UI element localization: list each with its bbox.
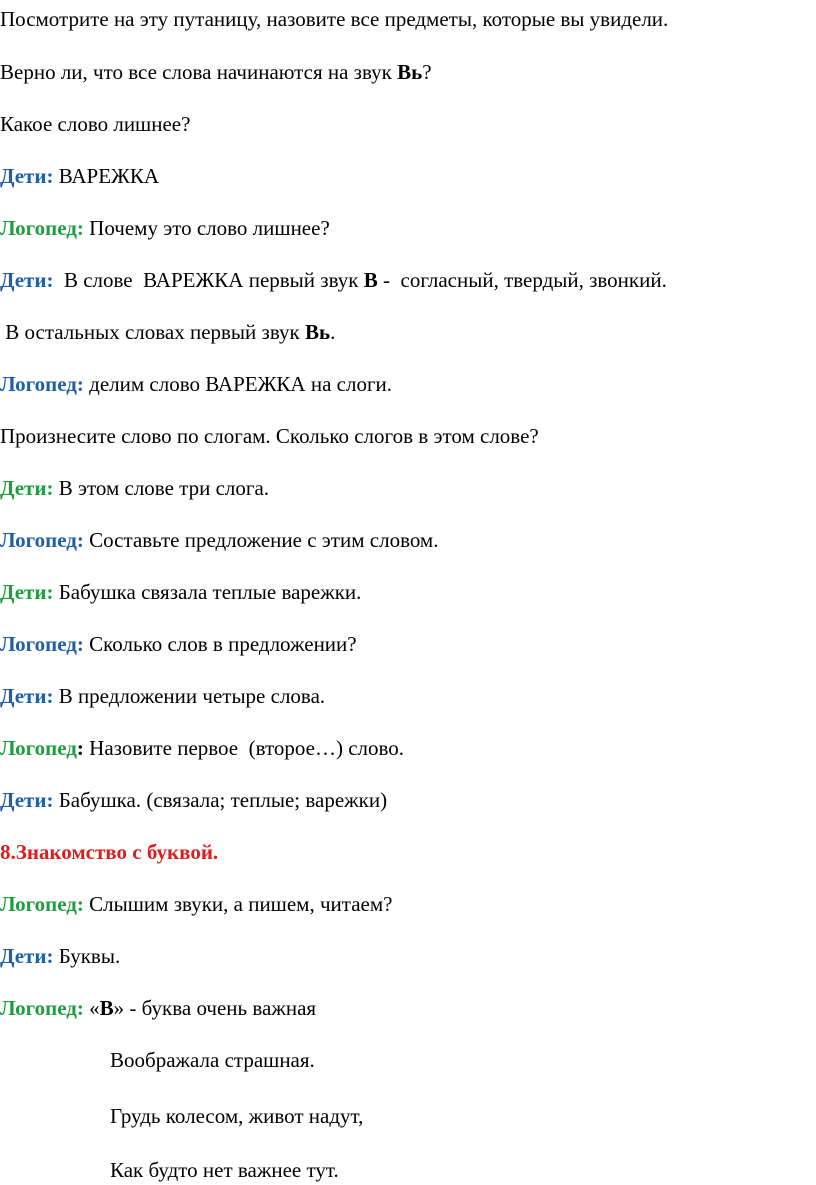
text-line: Верно ли, что все слова начинаются на звук Вь? [0, 60, 432, 84]
dialogue-line: Дети: Буквы. [0, 944, 121, 968]
dialogue-line: Логопед: Сколько слов в предложении? [0, 632, 357, 656]
dialogue-line: Дети: Бабушка связала теплые варежки. [0, 580, 362, 604]
speaker-label: Дети: [0, 580, 54, 604]
speaker-label: Логопед: [0, 216, 84, 240]
speaker-label: Дети: [0, 788, 54, 812]
text-line: Какое слово лишнее? [0, 112, 191, 136]
speaker-label: Дети: [0, 476, 54, 500]
dialogue-line: Дети: ВАРЕЖКА [0, 164, 160, 188]
dialogue-line: Логопед: Составьте предложение с этим словом. [0, 528, 439, 552]
verse-line: Грудь колесом, живот надут, [110, 1104, 364, 1128]
text-line: В остальных словах первый звук Вь. [0, 320, 336, 344]
speaker-label: Логопед: [0, 632, 84, 656]
speaker-label: Дети: [0, 944, 54, 968]
section-heading: 8.Знакомство с буквой. [0, 840, 219, 864]
speaker-label: Логопед: [0, 372, 84, 396]
speaker-label: Дети: [0, 268, 54, 292]
verse-line: Как будто нет важнее тут. [110, 1158, 339, 1182]
dialogue-line: Дети: В предложении четыре слова. [0, 684, 326, 708]
text-line: Произнесите слово по слогам. Сколько слогов в этом слове? [0, 424, 539, 448]
dialogue-line: Дети: Бабушка. (связала; теплые; варежки) [0, 788, 388, 812]
dialogue-line: Логопед: Назовите первое (второе…) слово. [0, 736, 405, 760]
speaker-label: Логопед [0, 736, 77, 760]
speaker-label: Дети: [0, 684, 54, 708]
dialogue-line: Логопед: делим слово ВАРЕЖКА на слоги. [0, 372, 393, 396]
speaker-label: Логопед: [0, 528, 84, 552]
text-line: Посмотрите на эту путаницу, назовите все предметы, которые вы увидели. [0, 7, 669, 31]
speaker-label: Логопед: [0, 996, 84, 1020]
dialogue-line: Дети: В слове ВАРЕЖКА первый звук В - согласный, твердый, звонкий. [0, 268, 667, 292]
dialogue-line: Логопед: «В» - буква очень важная [0, 996, 317, 1020]
speaker-label: Дети: [0, 164, 54, 188]
dialogue-line: Логопед: Почему это слово лишнее? [0, 216, 330, 240]
dialogue-line: Логопед: Слышим звуки, а пишем, читаем? [0, 892, 393, 916]
speaker-label: Логопед: [0, 892, 84, 916]
dialogue-line: Дети: В этом слове три слога. [0, 476, 270, 500]
verse-line: Воображала страшная. [110, 1048, 315, 1072]
